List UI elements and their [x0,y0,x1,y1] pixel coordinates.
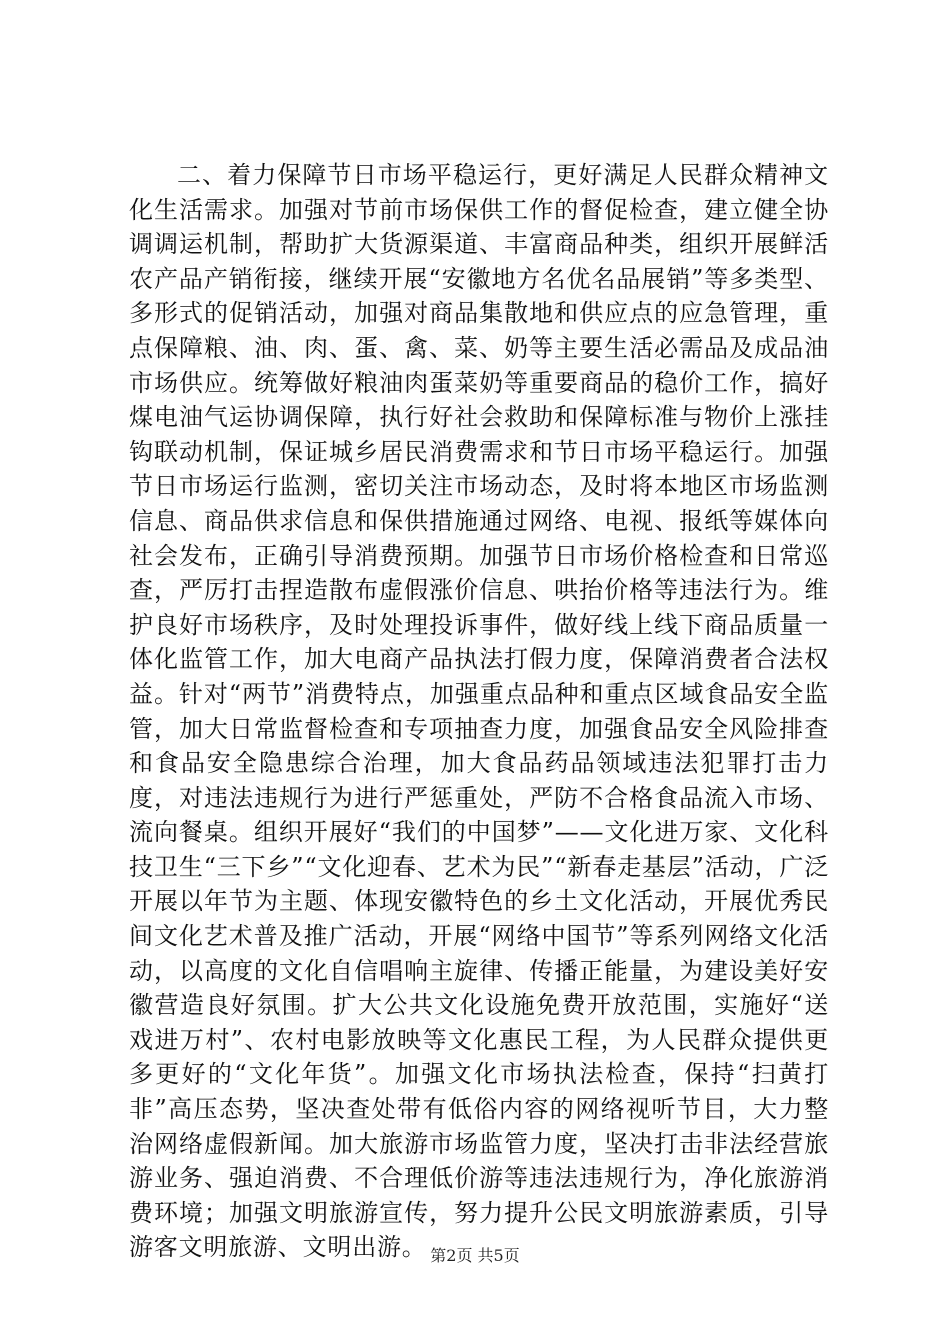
page-footer: 第2页 共5页 [430,1246,520,1265]
body-paragraph: 二、着力保障节日市场平稳运行，更好满足人民群众精神文化生活需求。加强对节前市场保供工作的督促检查，建立健全协调调运机制，帮助扩大货源渠道、丰富商品种类，组织开展鲜活农产品产销衔接，继续开展“安徽地方名优名品展销”等多类型、多形式的促销活动，加强对商品集散地和供应点的应急管理，重点保障粮、油、肉、蛋、禽、菜、奶等主要生活必需品及成品油市场供应。统筹做好粮油肉蛋菜奶等重要商品的稳价工作，搞好煤电油气运协调保障，执行好社会救助和保障标准与物价上涨挂钩联动机制，保证城乡居民消费需求和节日市场平稳运行。加强节日市场运行监测，密切关注市场动态，及时将本地区市场监测信息、商品供求信息和保供措施通过网络、电视、报纸等媒体向社会发布，正确引导消费预期。加强节日市场价格检查和日常巡查，严厉打击捏造散布虚假涨价信息、哄抬价格等违法行为。维护良好市场秩序，及时处理投诉事件，做好线上线下商品质量一体化监管工作，加大电商产品执法打假力度，保障消费者合法权益。针对“两节”消费特点，加强重点品种和重点区域食品安全监管，加大日常监督检查和专项抽查力度，加强食品安全风险排查和食品安全隐患综合治理，加大食品药品领域违法犯罪打击力度，对违法违规行为进行严惩重处，严防不合格食品流入市场、流向餐桌。组织开展好“我们的中国梦”——文化进万家、文化科技卫生“三下乡”“文化迎春、艺术为民”“新春走基层”活动，广泛开展以年节为主题、体现安徽特色的乡土文化活动，开展优秀民间文化艺术普及推广活动，开展“网络中国节”等系列网络文化活动，以高度的文化自信唱响主旋律、传播正能量，为建设美好安徽营造良好氛围。扩大公共文化设施免费开放范围，实施好“送戏进万村”、农村电影放映等文化惠民工程，为人民群众提供更多更好的“文化年货”。加强文化市场执法检查，保持“扫黄打非”高压态势，坚决查处带有低俗内容的网络视听节目，大力整治网络虚假新闻。加大旅游市场监管力度，坚决打击非法经营旅游业务、强迫消费、不合理低价游等违法违规行为，净化旅游消费环境；加强文明旅游宣传，努力提升公民文明旅游素质，引导游客文明旅游、文明出游。 [129,161,829,1262]
